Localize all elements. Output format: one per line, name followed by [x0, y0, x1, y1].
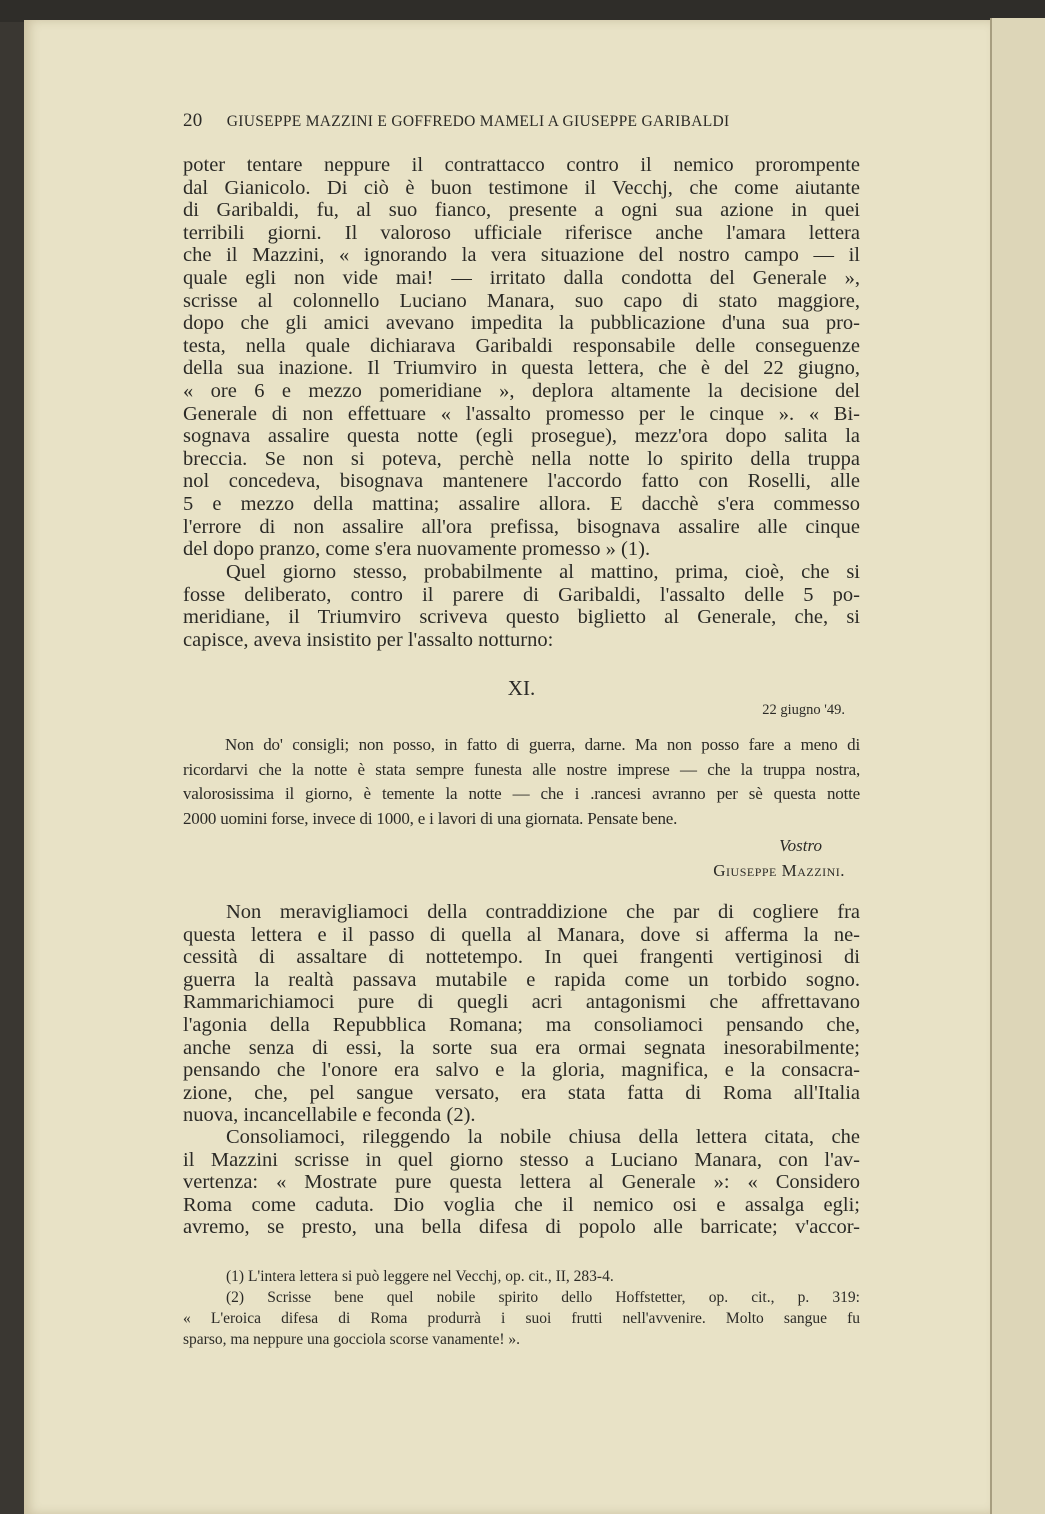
paragraph-2: [183, 561, 860, 651]
letter-line: 2000 uomini forse, invece di 1000, e i lavori di una giornata. Pensate bene.: [183, 808, 678, 828]
text-line: Consoliamoci, rileggendo la nobile chiusa della lettera citata, che: [226, 1126, 860, 1148]
paragraph-4: [183, 1126, 860, 1239]
adjacent-page-edge: [990, 18, 1045, 1514]
text-line: guerra la realtà passava mutabile e rapida come un torbido sogno.: [183, 968, 860, 991]
text-line: scrisse al colonnello Luciano Manara, suo capo di stato maggiore,: [183, 289, 860, 312]
text-line: Quel giorno stesso, probabilmente al mattino, prima, cioè, che si: [226, 561, 860, 583]
text-line: anche senza di essi, la sorte sua era ormai segnata inesorabilmente;: [183, 1036, 860, 1059]
text-line: breccia. Se non si poteva, perchè nella notte lo spirito della truppa: [183, 447, 860, 470]
text-line: capisce, aveva insistito per l'assalto notturno:: [183, 628, 554, 651]
text-line: cessità di assaltare di nottetempo. In quei frangenti vertiginosi di: [183, 946, 860, 969]
running-header: [183, 110, 833, 132]
text-line: « ore 6 e mezzo pomeridiane », deplora altamente la decisione del: [183, 379, 860, 402]
text-line: avremo, se presto, una bella difesa di popolo alle barricate; v'accor-: [183, 1216, 860, 1239]
text-line: quale egli non vide mai! — irritato dalla condotta del Generale »,: [183, 266, 860, 289]
text-line: nol concedeva, bisognava mantenere l'accordo fatto con Roselli, alle: [183, 470, 860, 493]
scan-border: [0, 0, 1045, 22]
text-line: meridiane, il Triumviro scriveva questo biglietto al Generale, che, si: [183, 606, 860, 629]
text-line: l'errore di non assalire all'ora prefissa, bisognava assalire alle cinque: [183, 515, 860, 538]
letter-line: Non do' consigli; non posso, in fatto di guerra, darne. Ma non posso fare a meno di: [225, 735, 860, 754]
letter-signature: Giuseppe Mazzini.: [713, 861, 845, 880]
footnotes: [183, 1266, 860, 1350]
text-line: testa, nella quale dichiarava Garibaldi responsabile delle conseguenze: [183, 334, 860, 357]
letter-line: ricordarvi che la notte è stata sempre funesta alle nostre imprese — che la truppa nostra,: [183, 759, 860, 779]
footnote-line: (1) L'intera lettera si può leggere nel Vecchj, op. cit., II, 283-4.: [226, 1268, 614, 1285]
text-line: fosse deliberato, contro il parere di Garibaldi, l'assalto delle 5 po-: [183, 583, 860, 606]
text-line: della sua inazione. Il Triumviro in questa lettera, che è del 22 giugno,: [183, 357, 860, 380]
text-line: zione, che, pel sangue versato, era stata fatta di Roma all'Italia: [183, 1081, 860, 1104]
page-number: 20: [183, 110, 203, 131]
text-line: di Garibaldi, fu, al suo fianco, presente a ogni sua azione in quei: [183, 199, 860, 222]
text-line: Non meravigliamoci della contraddizione che par di cogliere fra: [226, 901, 860, 923]
text-line: Rammarichiamoci pure di quegli acri antagonismi che affrettavano: [183, 991, 860, 1014]
text-line: che il Mazzini, « ignorando la vera situazione del nostro campo — il: [183, 244, 860, 267]
text-line: del dopo pranzo, come s'era nuovamente promesso » (1).: [183, 538, 651, 561]
letter-body: [183, 733, 860, 831]
text-line: il Mazzini scrisse in quel giorno stesso a Luciano Manara, con l'av-: [183, 1148, 860, 1171]
running-title: GIUSEPPE MAZZINI E GOFFREDO MAMELI A GIUSEPPE GARIBALDI: [226, 113, 730, 130]
footnote-line: (2) Scrisse bene quel nobile spirito dello Hoffstetter, op. cit., p. 319:: [226, 1289, 860, 1306]
text-line: questa lettera e il passo di quella al Manara, dove si afferma la ne-: [183, 923, 860, 946]
letter-closing: Vostro: [779, 836, 822, 855]
text-line: dal Gianicolo. Di ciò è buon testimone il Vecchj, che come aiutante: [183, 176, 860, 199]
letter-date: 22 giugno '49.: [762, 702, 845, 718]
text-line: dopo che gli amici avevano impedita la pubblicazione d'una sua pro-: [183, 312, 860, 335]
footnote-line: sparso, ma neppure una gocciola scorse vanamente! ».: [183, 1331, 520, 1348]
letter-line: valorosissima il giorno, è temente la notte — che i .rancesi avranno per sè questa notte: [183, 784, 860, 803]
paragraph-3: [183, 901, 860, 1127]
text-line: Generale di non effettuare « l'assalto promesso per le cinque ». « Bi-: [183, 402, 860, 425]
text-line: nuova, incancellabile e feconda (2).: [183, 1104, 476, 1127]
footnote-line: « L'eroica difesa di Roma produrrà i suoi frutti nell'avvenire. Molto sangue fu: [183, 1310, 860, 1327]
text-line: Roma come caduta. Dio voglia che il nemico osi e assalga egli;: [183, 1193, 860, 1216]
letter-number: XI.: [507, 676, 536, 700]
text-line: l'agonia della Repubblica Romana; ma consoliamoci pensando che,: [183, 1013, 860, 1036]
text-line: 5 e mezzo della mattina; assalire allora. E dacchè s'era commesso: [183, 492, 860, 515]
text-line: poter tentare neppure il contrattacco contro il nemico prorompente: [183, 154, 860, 176]
text-line: pensando che l'onore era salvo e la gloria, magnifica, e la consacra-: [183, 1059, 860, 1082]
text-line: vertenza: « Mostrate pure questa lettera al Generale »: « Considero: [183, 1171, 860, 1194]
paragraph-1: [183, 154, 860, 561]
text-line: sognava assalire questa notte (egli prosegue), mezz'ora dopo salita la: [183, 425, 860, 448]
text-line: terribili giorni. Il valoroso ufficiale riferisce anche l'amara lettera: [183, 221, 860, 244]
